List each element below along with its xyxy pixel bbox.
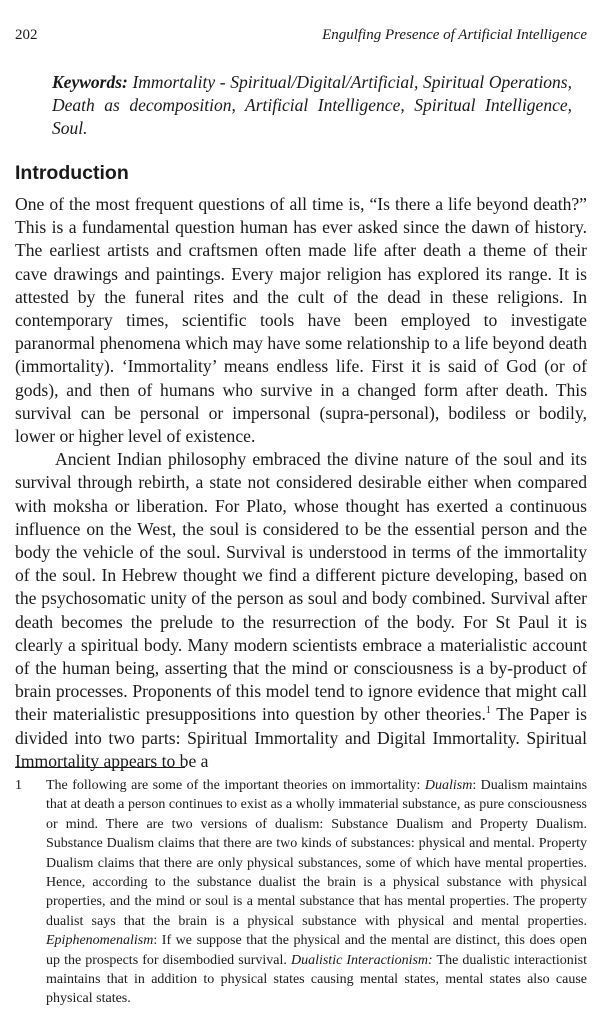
paragraph-2 (15, 448, 587, 773)
footnote-segment: : If we suppose that the physical and the mental are distinct, this does open up the prospects for disembodied survival. (46, 933, 587, 968)
running-title: Engulfing Presence of Artificial Intelligence (322, 27, 587, 43)
footnote-text (46, 776, 587, 1009)
page-header (15, 27, 587, 49)
keywords-block (52, 71, 572, 140)
footnote-segment: The following are some of the important theories on immortality: (46, 778, 425, 793)
footnote-term-dualism: Dualism (424, 778, 473, 793)
body-text (15, 193, 587, 773)
paragraph-2-continuation: The Paper is divided into two parts: Spiritual Immortality and Digital Immortality. Spiritual Immortality appears to be a (15, 704, 587, 771)
paragraph-1: One of the most frequent questions of all time is, “Is there a life beyond death?” This is a fundamental question human has ever asked since the dawn of history. The earliest artists and craftsmen often made life after death a theme of their cave drawings and paintings. Every major religion has explored its range. It is attested by the funeral rites and the cult of the dead in these religions. In contemporary times, scientific tools have been employed to investigate paranormal phenomena which may have some relationship to a life beyond death (immortality). ‘Immortality’ means endless life. First it is said of God (or of gods), and then of humans who survive in a changed form after death. This survival can be personal or impersonal (supra-personal), bodiless or bodily, lower or higher level of existence. (15, 194, 587, 447)
footnote-divider (15, 767, 185, 768)
footnote (15, 776, 587, 1009)
footnote-term-dualistic-interactionism: Dualistic Interactionism: (290, 952, 433, 968)
footnote-segment: : Dualism maintains that at death a person continues to exist as a wholly immaterial substance, as pure consciousness or mind. There are two versions of dualism: Substance Dualism and Property Dualism. Substance Dualism claims that there are two kinds of substances: physical and mental. Property Dualism claims that there are only physical substances, some of which have mental properties. Hence, according to the substance dualist the brain is a physical substance with physical properties, and the mind or soul is a mental substance that has mental properties. The property dualist says that the brain is a physical substance with physical and mental properties. (46, 778, 588, 929)
footnote-segment: The dualistic interactionist maintains that in addition to physical states causing mental states, mental states also cause physical states. (46, 952, 587, 1007)
footnote-reference: 1 (485, 705, 491, 717)
section-heading: Introduction (15, 162, 129, 184)
keywords-label: Keywords: (52, 72, 128, 92)
paragraph-2-text: Ancient Indian philosophy embraced the divine nature of the soul and its survival through rebirth, a state not considered desirable either when compared with moksha or liberation. For Plato, whose thought has exerted a continuous influence on the West, the soul is considered to be the essential person and the body the vehicle of the soul. Survival is understood in terms of the immortality of the soul. In Hebrew thought we find a different picture developing, based on the psychosomatic unity of the person as soul and body combined. Survival after death becomes the prelude to the resurrection of the body. For St Paul it is clearly a spiritual body. Many modern scientists embrace a materialistic account of the human being, asserting that the mind or consciousness is a by-product of brain processes. Proponents of this model tend to ignore evidence that might call their materialistic presuppositions into question by other theories. (15, 449, 587, 725)
page-number: 202 (15, 27, 38, 43)
keywords-text: Immortality - Spiritual/Digital/Artificial, Spiritual Operations, Death as decomposition, Artificial Intelligence, Spiritual Intelligence, Soul. (52, 72, 572, 138)
footnote-term-epiphenomenalism: Epiphenomenalism (46, 933, 154, 949)
footnote-marker: 1 (15, 778, 22, 793)
